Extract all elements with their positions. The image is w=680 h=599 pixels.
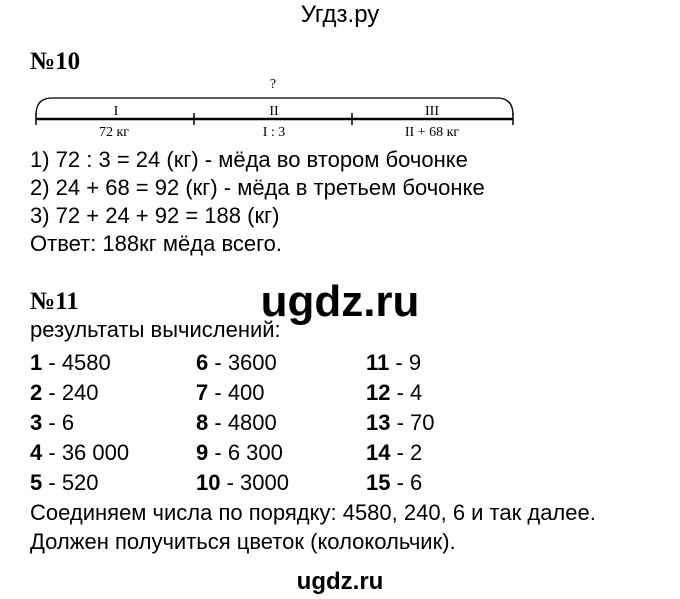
result-item: 4 - 36 000 [30, 440, 130, 465]
exercise-11-title: №11 [30, 288, 79, 315]
ex10-step-2: 2) 24 + 68 = 92 (кг) - мёда в третьем бочонке [30, 175, 485, 200]
result-item: 3 - 6 [30, 410, 75, 435]
segment-2-value: I : 3 [262, 125, 286, 140]
site-footer: ugdz.ru [296, 568, 384, 595]
ex11-intro: результаты вычислений: [30, 317, 281, 342]
exercise-10-title: №10 [30, 48, 81, 75]
ex11-conclusion-1: Соединяем числа по порядку: 4580, 240, 6 и так далее. [30, 500, 596, 525]
diagram-question: ? [269, 77, 277, 92]
segment-2-label: II [269, 104, 279, 119]
result-item: 5 - 520 [30, 470, 99, 495]
result-item: 15 - 6 [366, 470, 423, 495]
result-item: 1 - 4580 [30, 350, 111, 375]
result-item: 9 - 6 300 [196, 440, 283, 465]
result-item: 12 - 4 [366, 380, 423, 405]
segment-3-label: III [425, 104, 439, 119]
result-item: 8 - 4800 [196, 410, 277, 435]
watermark: ugdz.ru [260, 277, 420, 326]
segment-diagram [30, 70, 520, 140]
ex10-answer: Ответ: 188кг мёда всего. [30, 231, 283, 256]
result-item: 14 - 2 [366, 440, 423, 465]
ex10-step-3: 3) 72 + 24 + 92 = 188 (кг) [30, 203, 280, 228]
ex10-step-1: 1) 72 : 3 = 24 (кг) - мёда во втором бочонке [30, 147, 468, 172]
result-item: 10 - 3000 [196, 470, 289, 495]
result-item: 7 - 400 [196, 380, 265, 405]
segment-3-value: II + 68 кг [404, 125, 460, 140]
segment-1-label: I [113, 104, 119, 119]
result-item: 11 - 9 [366, 350, 422, 375]
result-item: 13 - 70 [366, 410, 435, 435]
result-item: 6 - 3600 [196, 350, 277, 375]
ex11-conclusion-2: Должен получиться цветок (колокольчик). [30, 529, 456, 554]
site-header: Угдз.ру [300, 1, 380, 28]
segment-1-value: 72 кг [98, 125, 130, 140]
result-item: 2 - 240 [30, 380, 99, 405]
